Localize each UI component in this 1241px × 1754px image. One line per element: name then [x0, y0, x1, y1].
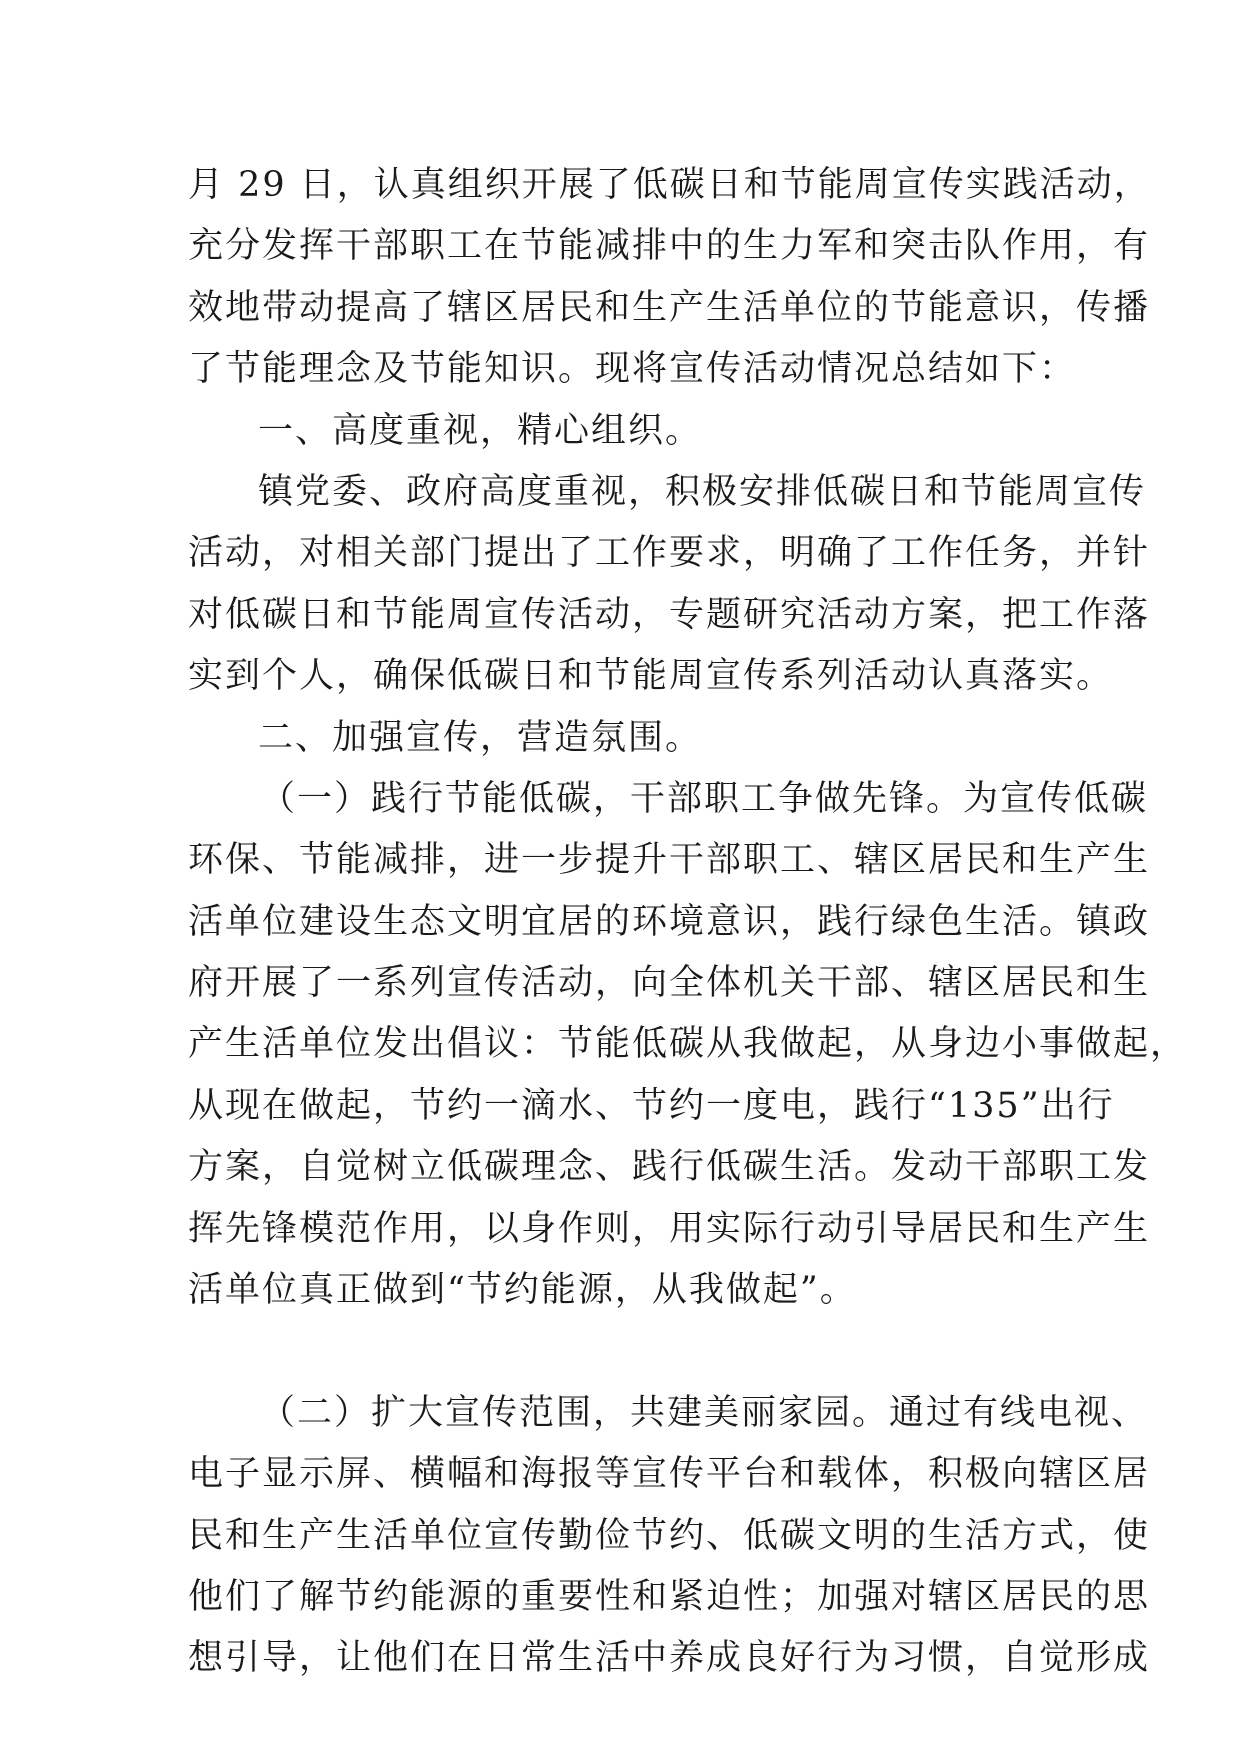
- text-line: 活动，对相关部门提出了工作要求，明确了工作任务，并针: [188, 533, 1151, 574]
- text-line: 挥先锋模范作用，以身作则，用实际行动引导居民和生产生: [188, 1208, 1151, 1249]
- text-line: 活单位真正做到“节约能源，从我做起”。: [188, 1270, 857, 1311]
- text-line: 电子显示屏、横幅和海报等宣传平台和载体，积极向辖区居: [188, 1454, 1151, 1495]
- text-line: 产生活单位发出倡议：节能低碳从我做起，从身边小事做起，: [188, 1024, 1188, 1065]
- text-line: 效地带动提高了辖区居民和生产生活单位的节能意识，传播: [188, 287, 1151, 328]
- section-heading-2: 二、加强宣传，营造氛围。: [258, 717, 703, 758]
- text-line: 方案，自觉树立低碳理念、践行低碳生活。发动干部职工发: [188, 1147, 1151, 1188]
- text-line: 活单位建设生态文明宜居的环境意识，践行绿色生活。镇政: [188, 901, 1151, 942]
- text-line: 民和生产生活单位宣传勤俭节约、低碳文明的生活方式，使: [188, 1515, 1151, 1556]
- text-line: 他们了解节约能源的重要性和紧迫性；加强对辖区居民的思: [188, 1576, 1151, 1617]
- text-line: 对低碳日和节能周宣传活动，专题研究活动方案，把工作落: [188, 594, 1151, 635]
- subsection-heading-1: （一）践行节能低碳，干部职工争做先锋。为宣传低碳: [260, 778, 1149, 819]
- text-line: 实到个人，确保低碳日和节能周宣传系列活动认真落实。: [188, 656, 1114, 697]
- text-line: 从现在做起，节约一滴水、节约一度电，践行“135”出行: [188, 1085, 1115, 1126]
- text-line: 想引导，让他们在日常生活中养成良好行为习惯，自觉形成: [188, 1638, 1151, 1679]
- document-body: [188, 155, 1188, 1690]
- text-line: 了节能理念及节能知识。现将宣传活动情况总结如下：: [188, 349, 1077, 390]
- text-line: 环保、节能减排，进一步提升干部职工、辖区居民和生产生: [188, 840, 1151, 881]
- text-line: 月 29 日，认真组织开展了低碳日和节能周宣传实践活动，: [188, 165, 1151, 205]
- blank-line: [188, 1321, 1048, 1382]
- section-heading-1: 一、高度重视，精心组织。: [258, 410, 703, 451]
- paragraph-start: 镇党委、政府高度重视，积极安排低碳日和节能周宣传: [258, 471, 1147, 512]
- text-line: 充分发挥干部职工在节能减排中的生力军和突击队作用，有: [188, 226, 1151, 267]
- subsection-heading-2: （二）扩大宣传范围，共建美丽家园。通过有线电视、: [260, 1392, 1149, 1433]
- text-line: 府开展了一系列宣传活动，向全体机关干部、辖区居民和生: [188, 963, 1151, 1004]
